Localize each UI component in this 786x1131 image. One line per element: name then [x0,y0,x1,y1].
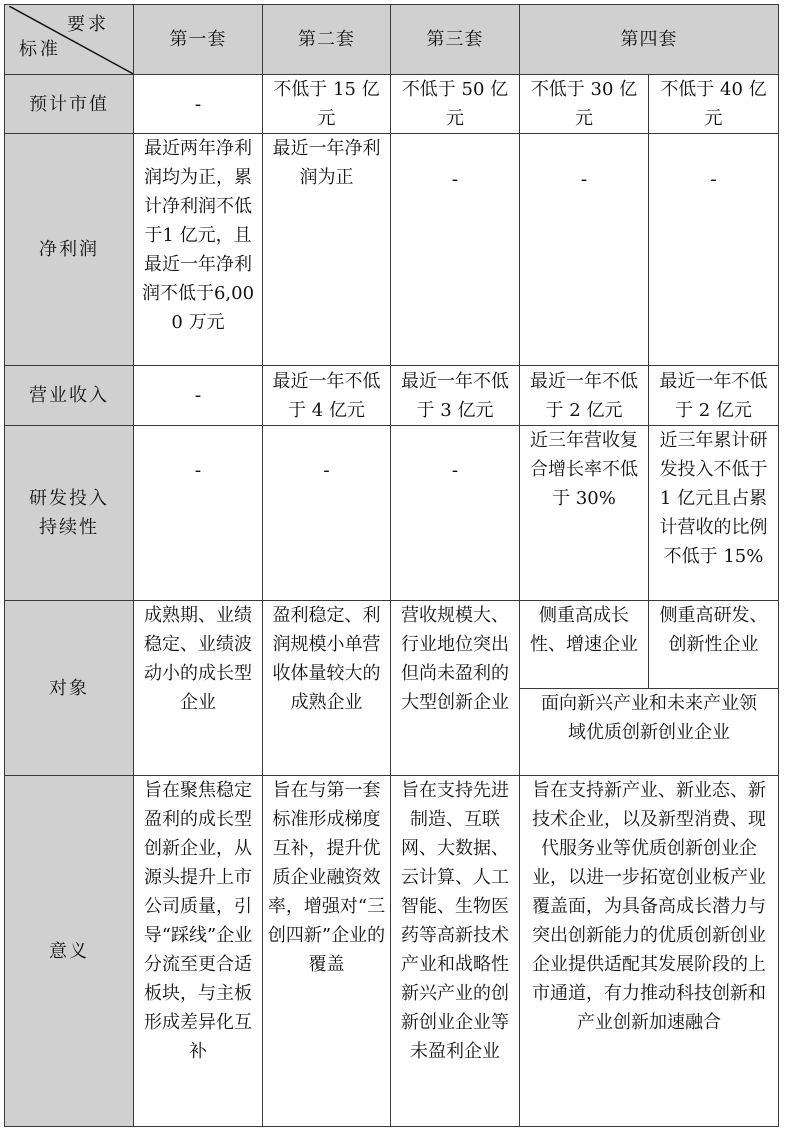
cell-significance-set2: 旨在与第一套标准形成梯度互补，提升优质企业融资效率，增强对“三创四新”企业的覆盖 [263,776,391,1127]
row-significance [5,776,779,1127]
cell-significance-set1: 旨在聚焦稳定盈利的成长型创新企业，从源头提升上市公司质量，引导“踩线”企业分流至更合适板块，与主板形成差异化互补 [134,776,263,1127]
cell-revenue-set4a: 最近一年不低于 2 亿元 [520,366,649,426]
cell-market-value-set4a: 不低于 30 亿元 [520,75,649,134]
row-header-rd-investment [5,426,134,601]
column-header-set2: 第二套 [263,5,391,75]
cell-target-set4-shared: 面向新兴产业和未来产业领域优质创新创业企业 [520,689,779,776]
cell-market-value-set1: - [134,75,263,134]
row-target [5,601,779,689]
row-header-rd-line2: 持续性 [39,517,99,538]
cell-rd-set3: - [391,426,520,601]
cell-market-value-set2: 不低于 15 亿元 [263,75,391,134]
cell-market-value-set3: 不低于 50 亿元 [391,75,520,134]
row-net-profit [5,134,779,366]
cell-market-value-set4b: 不低于 40 亿元 [649,75,779,134]
cell-target-set1: 成熟期、业绩稳定、业绩波动小的成长型企业 [134,601,263,776]
cell-rd-set4b: 近三年累计研发投入不低于 1 亿元且占累计营收的比例不低于 15% [649,426,779,601]
header-row [5,5,779,75]
cell-significance-set4: 旨在支持新产业、新业态、新技术企业，以及新型消费、现代服务业等优质创新创业企业，以进一步拓宽创业板产业覆盖面，为具备高成长潜力与突出创新能力的优质创新创业企业提供适配其发展阶段的上市通道，有力推动科技创新和产业创新加速融合 [520,776,779,1127]
row-rd-investment [5,426,779,601]
corner-label-requirement: 要求 [67,13,109,35]
cell-target-set3: 营收规模大、行业地位突出但尚未盈利的大型创新企业 [391,601,520,776]
row-market-value [5,75,779,134]
column-header-set3: 第三套 [391,5,520,75]
cell-net-profit-set2: 最近一年净利润为正 [263,134,391,366]
cell-net-profit-set4b: - [649,134,779,366]
row-header-market-value: 预计市值 [5,75,134,134]
row-revenue [5,366,779,426]
cell-net-profit-set4a: - [520,134,649,366]
cell-rd-set2: - [263,426,391,601]
row-header-rd-line1: 研发投入 [29,488,109,509]
cell-target-set4a: 侧重高成长性、增速企业 [520,601,649,689]
corner-label-standard: 标准 [19,38,61,60]
cell-significance-set3: 旨在支持先进制造、互联网、大数据、云计算、人工智能、生物医药等高新技术产业和战略性新兴产业的创新创业企业等未盈利企业 [391,776,520,1127]
cell-revenue-set4b: 最近一年不低于 2 亿元 [649,366,779,426]
cell-rd-set1: - [134,426,263,601]
cell-revenue-set3: 最近一年不低于 3 亿元 [391,366,520,426]
cell-net-profit-set3: - [391,134,520,366]
cell-target-set4b: 侧重高研发、创新性企业 [649,601,779,689]
listing-standards-table [4,4,779,1127]
cell-revenue-set2: 最近一年不低于 4 亿元 [263,366,391,426]
row-header-revenue: 营业收入 [5,366,134,426]
corner-cell [5,5,134,75]
cell-net-profit-set1: 最近两年净利润均为正，累计净利润不低于1 亿元，且最近一年净利润不低于6,000 万元 [134,134,263,366]
row-header-net-profit: 净利润 [5,134,134,366]
column-header-set1: 第一套 [134,5,263,75]
column-header-set4: 第四套 [520,5,779,75]
row-header-significance: 意义 [5,776,134,1127]
row-header-target: 对象 [5,601,134,776]
cell-rd-set4a: 近三年营收复合增长率不低于 30% [520,426,649,601]
cell-target-set2: 盈利稳定、利润规模小单营收体量较大的成熟企业 [263,601,391,776]
cell-revenue-set1: - [134,366,263,426]
